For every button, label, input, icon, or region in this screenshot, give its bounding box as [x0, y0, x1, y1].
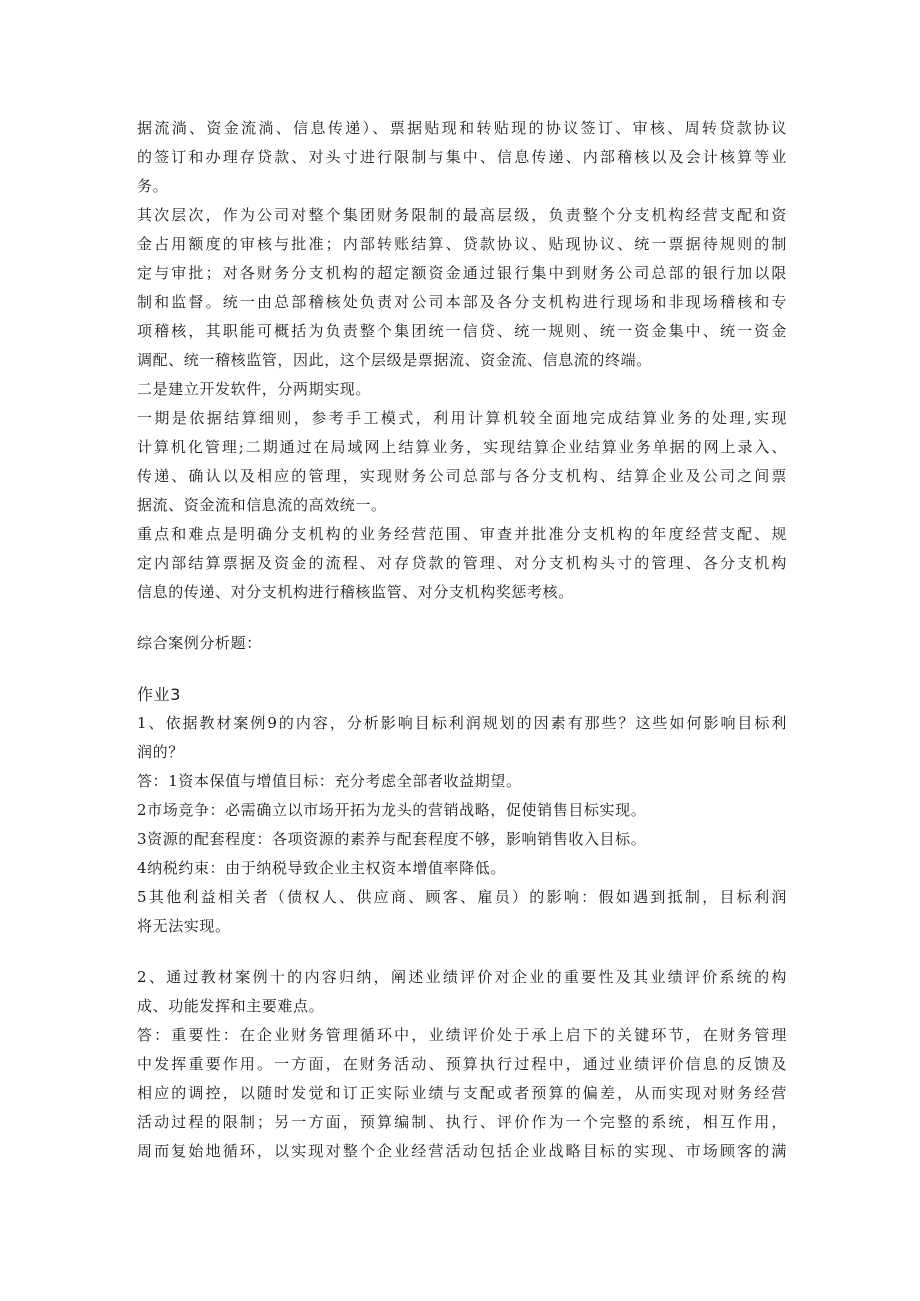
text-line: 据流、资金流和信息流的高效统一。 [137, 496, 387, 514]
text-line: 调配、统一稽核监管，因此，这个层级是票据流、资金流、信息流的终端。 [137, 351, 652, 369]
text-line: 制和监督。统一由总部稽核处负责对公司本部及各分支机构进行现场和非现场稽核和专 [137, 293, 787, 311]
text-line: 2市场竞争：必需确立以市场开拓为龙头的营销战略，促使销售目标实现。 [137, 801, 647, 819]
spacer [137, 607, 787, 629]
text-line: 的签订和办理存贷款、对头寸进行限制与集中、信息传递、内部稽核以及会计核算等业 [137, 148, 787, 166]
text-line: 一期是依据结算细则，参考手工模式，利用计算机较全面地完成结算业务的处理,实现 [137, 409, 787, 427]
paragraph-second-level [137, 201, 787, 375]
text-line: 传递、确认以及相应的管理，实现财务公司总部与各分支机构、结算企业及公司之间票 [137, 467, 787, 485]
text-line: 2、通过教材案例十的内容归纳，阐述业绩评价对企业的重要性及其业绩评价系统的构 [137, 968, 787, 986]
homework-title: 作业3 [137, 685, 181, 704]
text-line: 其次层次，作为公司对整个集团财务限制的最高层级，负责整个分支机构经营支配和资 [137, 206, 787, 224]
text-line: 答：1资本保值与增值目标：充分考虑全部者收益期望。 [137, 772, 522, 790]
paragraph-block1 [137, 114, 787, 201]
text-line: 成、功能发挥和主要难点。 [137, 997, 325, 1015]
document-page [137, 114, 787, 1166]
text-line: 计算机化管理;二期通过在局域网上结算业务，实现结算企业结算业务单据的网上录入、 [137, 438, 787, 456]
text-line: 答：重要性：在企业财务管理循环中，业绩评价处于承上启下的关键环节，在财务管理 [137, 1026, 787, 1044]
paragraph-software [137, 375, 787, 404]
text-line: 定与审批；对各财务分支机构的超定额资金通过银行集中到财务公司总部的银行加以限 [137, 264, 787, 282]
text-line: 润的？ [137, 743, 184, 761]
text-line: 重点和难点是明确分支机构的业务经营范围、审查并批准分支机构的年度经营支配、规 [137, 525, 787, 543]
paragraph-key-points [137, 520, 787, 607]
question-2 [137, 963, 787, 1021]
answer-1 [137, 767, 787, 941]
text-line: 信息的传递、对分支机构进行稽核监管、对分支机构奖惩考核。 [137, 583, 574, 601]
text-line: 相应的调控，以随时发觉和订正实际业绩与支配或者预算的偏差，从而实现对财务经营 [137, 1084, 787, 1102]
text-line: 3资源的配套程度：各项资源的素养与配套程度不够，影响销售收入目标。 [137, 830, 647, 848]
text-line: 务。 [137, 177, 169, 195]
section-title: 综合案例分析题： [137, 634, 262, 652]
spacer [137, 941, 787, 963]
spacer [137, 658, 787, 680]
text-line: 定内部结算票据及资金的流程、对存贷款的管理、对分支机构头寸的管理、各分支机构 [137, 554, 787, 572]
text-line: 金占用额度的审核与批准；内部转账结算、贷款协议、贴现协议、统一票据待规则的制 [137, 235, 787, 253]
text-line: 项稽核，其职能可概括为负责整个集团统一信贷、统一规则、统一资金集中、统一资金 [137, 322, 787, 340]
paragraph-phases [137, 404, 787, 520]
text-line: 中发挥重要作用。一方面，在财务活动、预算执行过程中，通过业绩评价信息的反馈及 [137, 1055, 787, 1073]
text-line: 4纳税约束：由于纳税导致企业主权资本增值率降低。 [137, 859, 506, 877]
answer-2 [137, 1021, 787, 1166]
text-line: 周而复始地循环，以实现对整个企业经营活动包括企业战略目标的实现、市场顾客的满 [137, 1142, 787, 1160]
text-line: 将无法实现。 [137, 917, 231, 935]
question-1 [137, 709, 787, 767]
text-line: 1、依据教材案例9的内容，分析影响目标利润规划的因素有那些？这些如何影响目标利 [137, 714, 787, 732]
text-line: 5其他利益相关者（债权人、供应商、顾客、雇员）的影响：假如遇到抵制，目标利润 [137, 888, 787, 906]
text-line: 据流淌、资金流淌、信息传递）、票据贴现和转贴现的协议签订、审核、周转贷款协议 [137, 119, 787, 137]
text-line: 活动过程的限制；另一方面，预算编制、执行、评价作为一个完整的系统，相互作用， [137, 1113, 787, 1131]
text-line: 二是建立开发软件，分两期实现。 [137, 380, 372, 398]
